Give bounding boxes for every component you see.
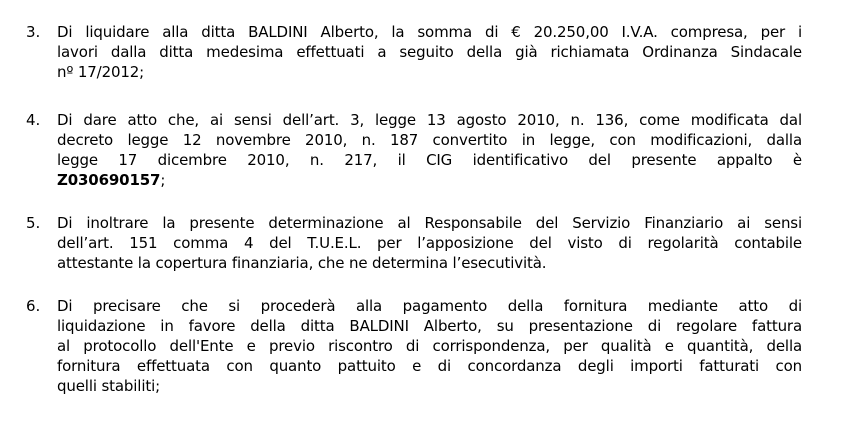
text-line: liquidazione in favore della ditta BALDINI Alberto, su presentazione di regolare fattura — [57, 317, 802, 335]
list-item-text — [57, 110, 802, 190]
cig-code: Z030690157 — [57, 171, 161, 189]
list-item-number: 4. — [26, 111, 41, 129]
text-line: legge 17 dicembre 2010, n. 217, il CIG identificativo del presente appalto è — [57, 151, 802, 169]
text-line: dell’art. 151 comma 4 del T.U.E.L. per l’apposizione del visto di regolarità contabile — [57, 234, 802, 252]
list-item-number: 6. — [26, 297, 41, 315]
text-line: quelli stabiliti; — [57, 377, 160, 395]
text-line: Di liquidare alla ditta BALDINI Alberto, la somma di € 20.250,00 I.V.A. compresa, per i — [57, 23, 802, 41]
text-line: Di inoltrare la presente determinazione al Responsabile del Servizio Finanziario ai sensi — [57, 214, 802, 232]
text-line: fornitura effettuata con quanto pattuito e di concordanza degli importi fatturati con — [57, 357, 802, 375]
text-line: decreto legge 12 novembre 2010, n. 187 convertito in legge, con modificazioni, dalla — [57, 131, 802, 149]
text-line: al protocollo dell'Ente e previo riscontro di corrispondenza, per qualità e quantità, della — [57, 337, 802, 355]
list-item-text — [57, 296, 802, 396]
text-line: lavori dalla ditta medesima effettuati a seguito della già richiamata Ordinanza Sindacale — [57, 43, 802, 61]
list-item-text — [57, 213, 802, 273]
list-item-number: 5. — [26, 214, 41, 232]
list-item-text — [57, 22, 802, 82]
text-line: attestante la copertura finanziaria, che ne determina l’esecutività. — [57, 254, 547, 272]
cig-suffix: ; — [160, 171, 166, 189]
list-item-number: 3. — [26, 23, 41, 41]
text-line: nº 17/2012; — [57, 63, 145, 81]
text-line: Di dare atto che, ai sensi dell’art. 3, legge 13 agosto 2010, n. 136, come modificata dal — [57, 111, 802, 129]
text-line — [57, 170, 802, 190]
text-line: Di precisare che si procederà alla pagamento della fornitura mediante atto di — [57, 297, 802, 315]
